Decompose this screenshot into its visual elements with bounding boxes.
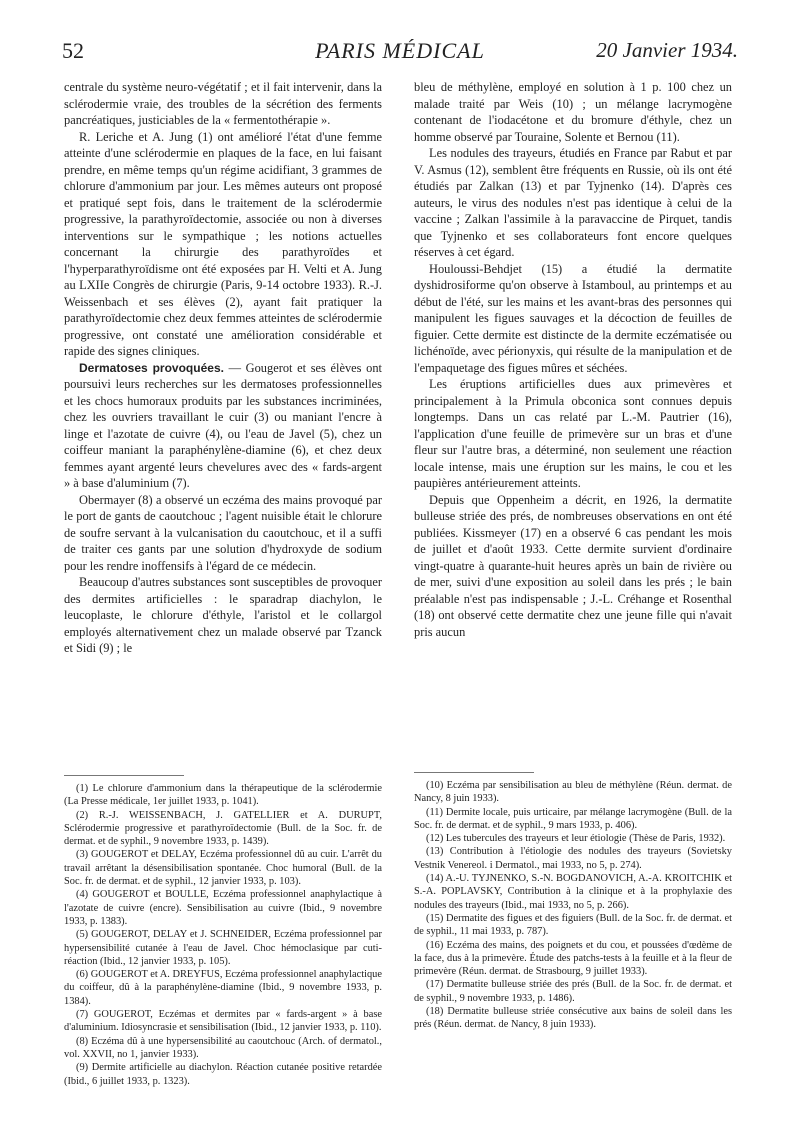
left-column bbox=[64, 79, 382, 657]
footnote-rule bbox=[414, 772, 534, 773]
footnote: (6) GOUGEROT et A. DREYFUS, Eczéma professionnel anaphylactique du coiffeur, dû à la paraphénylène-diamine (Ibid., 9 novembre 1933, p. 1384). bbox=[64, 969, 382, 1007]
paragraph-text: bleu de méthylène, employé en solution à 1 p. 100 chez un malade traité par Weis (10) ; un mélange lacrymogène contenant de l'iodacétone et du bromure d'éthyle, chez un homme observé par Touraine, Solente et Bernou (11). bbox=[414, 80, 732, 144]
footnote-rule bbox=[64, 775, 184, 776]
body-paragraph bbox=[414, 79, 732, 145]
footnote: (10) Eczéma par sensibilisation au bleu de méthylène (Réun. dermat. de Nancy, 8 juin 1933). bbox=[414, 780, 732, 805]
footnote: (7) GOUGEROT, Eczémas et dermites par « fards-argent » à base d'aluminium. Idiosyncrasie et sensibilisation (Ibid., 12 janvier 1933, p. 110). bbox=[64, 1009, 382, 1034]
paragraph-text: centrale du système neuro-végétatif ; et il fait intervenir, dans la sclérodermie vraie, des troubles de la sécrétion des ferments pancréatiques, justiciables de la « fermentothérapie ». bbox=[64, 80, 382, 127]
footnote: (5) GOUGEROT, DELAY et J. SCHNEIDER, Eczéma professionnel par hypersensibilité cutanée à l'eau de Javel. Choc hémoclasique par cuti-réaction (Ibid., 12 janvier 1933, p. 105). bbox=[64, 929, 382, 967]
body-paragraph bbox=[414, 145, 732, 261]
footnote: (8) Eczéma dû à une hypersensibilité au caoutchouc (Arch. of dermatol., vol. XXVII, no 1, janvier 1933). bbox=[64, 1035, 382, 1060]
footnote: (4) GOUGEROT et BOULLE, Eczéma professionnel anaphylactique à l'azotate de cuivre (encre). Sensibilisation au cuivre (Ibid., 9 novembre 1933, p. 1383). bbox=[64, 889, 382, 927]
footnote: (14) A.-U. TYJNENKO, S.-N. BOGDANOVICH, A.-A. KROITCHIK et S.-A. POPLAVSKY, Contribution à la clinique et à la prophylaxie des nodules des trayeurs (Ibid., mai 1933, no 5, p. 266). bbox=[414, 873, 732, 911]
body-paragraph bbox=[414, 261, 732, 377]
section-heading: Dermatoses provoquées. bbox=[79, 360, 224, 375]
footnote: (16) Eczéma des mains, des poignets et du cou, et poussées d'œdème de la face, dus à la primevère. Étude des patchs-tests à la feuille et à la fleur de primevère (Réun. dermat. de Strasbourg, 9 juillet 1933). bbox=[414, 939, 732, 978]
left-footnotes bbox=[64, 763, 382, 1088]
footnote: (1) Le chlorure d'ammonium dans la thérapeutique de la sclérodermie (La Presse médicale, 1er juillet 1933, p. 1041). bbox=[64, 783, 382, 808]
paragraph-text: Obermayer (8) a observé un eczéma des mains provoqué par le port de gants de caoutchouc ; l'agent nuisible était le chlorure de soufre servant à la vulcanisation du caoutchouc, et il a suffi de traiter ces gants par une solution d'hydroxyde de sodium pour les rendre inoffensifs à l'égard de ce médecin. bbox=[64, 492, 382, 573]
footnote: (13) Contribution à l'étiologie des nodules des trayeurs (Sovietsky Vestnik Venereol. i Dermatol., mai 1933, no 5, p. 274). bbox=[414, 846, 732, 871]
footnote: (15) Dermatite des figues et des figuiers (Bull. de la Soc. fr. de dermat. et de syphil., 11 mai 1933, p. 787). bbox=[414, 912, 732, 938]
footnote: (18) Dermatite bulleuse striée consécutive aux bains de soleil dans les prés (Réun. dermat. de Nancy, 8 juin 1933). bbox=[414, 1006, 732, 1031]
paragraph-text: R. Leriche et A. Jung (1) ont amélioré l'état d'une femme atteinte d'une sclérodermie en plaques de la face, en lui faisant prendre, en même temps qu'un régime acidifiant, 3 grammes de chlorure d'ammonium par jour. Les mêmes auteurs ont proposé et pratiqué sept fois, dans le traitement de la sclérodermie progressive, la parathyroïdectomie, associée ou non à diverses interventions sur le sympathique ; les notions actuelles concernant la chirurgie des parathyroïdes et l'hyperparathyroïdisme ont été exposées par H. Velti et A. Jung au LXIIe Congrès de chirurgie (Paris, 9-14 octobre 1933). R.-J. Weissenbach et ses élèves (2), ayant fait pratiquer la parathyroïdectomie chez deux femmes atteintes de sclérodermie progressive, ont constaté une amélioration considérable et rapide des signes cliniques. bbox=[64, 129, 382, 358]
footnote: (17) Dermatite bulleuse striée des prés (Bull. de la Soc. fr. de dermat. et de syphil., 9 novembre 1933, p. 1486). bbox=[414, 979, 732, 1004]
footnote: (11) Dermite locale, puis urticaire, par mélange lacrymogène (Bull. de la Soc. fr. de dermat. et de syphil., 9 mars 1933, p. 406). bbox=[414, 806, 732, 831]
body-paragraph bbox=[64, 492, 382, 575]
body-paragraph bbox=[414, 492, 732, 641]
paragraph-text: Beaucoup d'autres substances sont susceptibles de provoquer des dermites artificielles : le sparadrap diachylon, le leucoplaste, le chlorure d'éthyle, l'aristol et le collargol employés alternativement chez un malade observé par Tzanck et Sidi (9) ; le bbox=[64, 575, 382, 655]
body-paragraph bbox=[64, 574, 382, 657]
body-paragraph bbox=[64, 360, 382, 492]
paragraph-text: Houloussi-Behdjet (15) a étudié la dermatite dyshidrosiforme qu'on observe à Istamboul, au printemps et au début de l'été, sur les mains et les avant-bras des personnes qui manipulent les figues sauvages et la décoction de feuilles de figuier. Cette dermite est distincte de la dermite eczématisée ou lichénoïde, avec périonyxis, qui résulte de la manipulation et de l'empaquetage des figues mûres et séchées. bbox=[414, 261, 732, 375]
running-header bbox=[62, 38, 738, 68]
journal-title: PARIS MÉDICAL bbox=[315, 38, 485, 63]
right-footnotes bbox=[414, 760, 732, 1032]
body-paragraph bbox=[64, 79, 382, 129]
paragraph-text: — Gougerot et ses élèves ont poursuivi leurs recherches sur les dermatoses professionnelles et les chocs humoraux produits par les substances incriminées, chez les ouvriers travaillant le cuir (3) ou maniant l'encre à linge et l'azotate de cuivre (4), ou l'eau de Javel (5), chez un coiffeur maniant la paraphénylène-diamine (6), et chez deux femmes ayant argenté leurs chevelures avec des « fards-argent » à base d'aluminium (7). bbox=[64, 360, 382, 490]
footnote: (3) GOUGEROT et DELAY, Eczéma professionnel dû au cuir. L'arrêt du travail arrêtant la désensibilisation spontanée. Choc humoral (Bull. de la Soc. fr. de dermat. et de syphil., 12 janvier 1933, p. 103). bbox=[64, 849, 382, 888]
paragraph-text: Les nodules des trayeurs, étudiés en France par Rabut et par V. Asmus (12), semblent être fréquents en Russie, où ils ont été étudiés par Zalkan (13) et par Tyjnenko (14). D'après ces auteurs, le virus des nodules n'est pas identique à celui de la vaccine ; Zalkan l'assimile à la paravaccine de Pirquet, tandis que Tyjnenko et ses collaborateurs font encore quelques réserves à cet égard. bbox=[414, 146, 732, 259]
paragraph-text: Depuis que Oppenheim a décrit, en 1926, la dermatite bulleuse striée des prés, de nombreuses observations en ont été publiées. Kissmeyer (17) en a observé 6 cas pendant les mois de juillet et d'août 1933. Cette dermite survient d'ordinaire vingt-quatre à quarante-huit heures après un bain de rivière ou de mer, suivi d'une exposition au soleil dans les prés ; le bain préalable n'est pas indispensable ; J.-L. Créhange et Rosenthal (18) ont observé cette dermatite chez une jeune fille qui n'avait pris aucun bbox=[414, 492, 732, 639]
page-number: 52 bbox=[62, 38, 84, 63]
footnote: (9) Dermite artificielle au diachylon. Réaction cutanée positive retardée (Ibid., 6 juillet 1933, p. 1323). bbox=[64, 1062, 382, 1087]
issue-date: 20 Janvier 1934. bbox=[596, 38, 738, 62]
body-paragraph bbox=[414, 376, 732, 492]
footnote: (2) R.-J. WEISSENBACH, J. GATELLIER et A. DURUPT, Sclérodermie progressive et parathyroïdectomie (Bull. de la Soc. fr. de dermat. et de syphil., 9 novembre 1933, p. 1439). bbox=[64, 809, 382, 848]
body-paragraph bbox=[64, 129, 382, 360]
paragraph-text: Les éruptions artificielles dues aux primevères et principalement à la Primula obconica sont connues depuis longtemps. Dans un cas relaté par L.-M. Pautrier (16), l'application d'une feuille de primevère sur un bras et d'une fleur sur l'autre bras, a déterminé, non seulement une réaction locale intense, mais une éruption sur les mains, le cou et les paupières antérieurement atteints. bbox=[414, 377, 732, 490]
right-column bbox=[414, 79, 732, 640]
footnote: (12) Les tubercules des trayeurs et leur étiologie (Thèse de Paris, 1932). bbox=[426, 833, 726, 845]
